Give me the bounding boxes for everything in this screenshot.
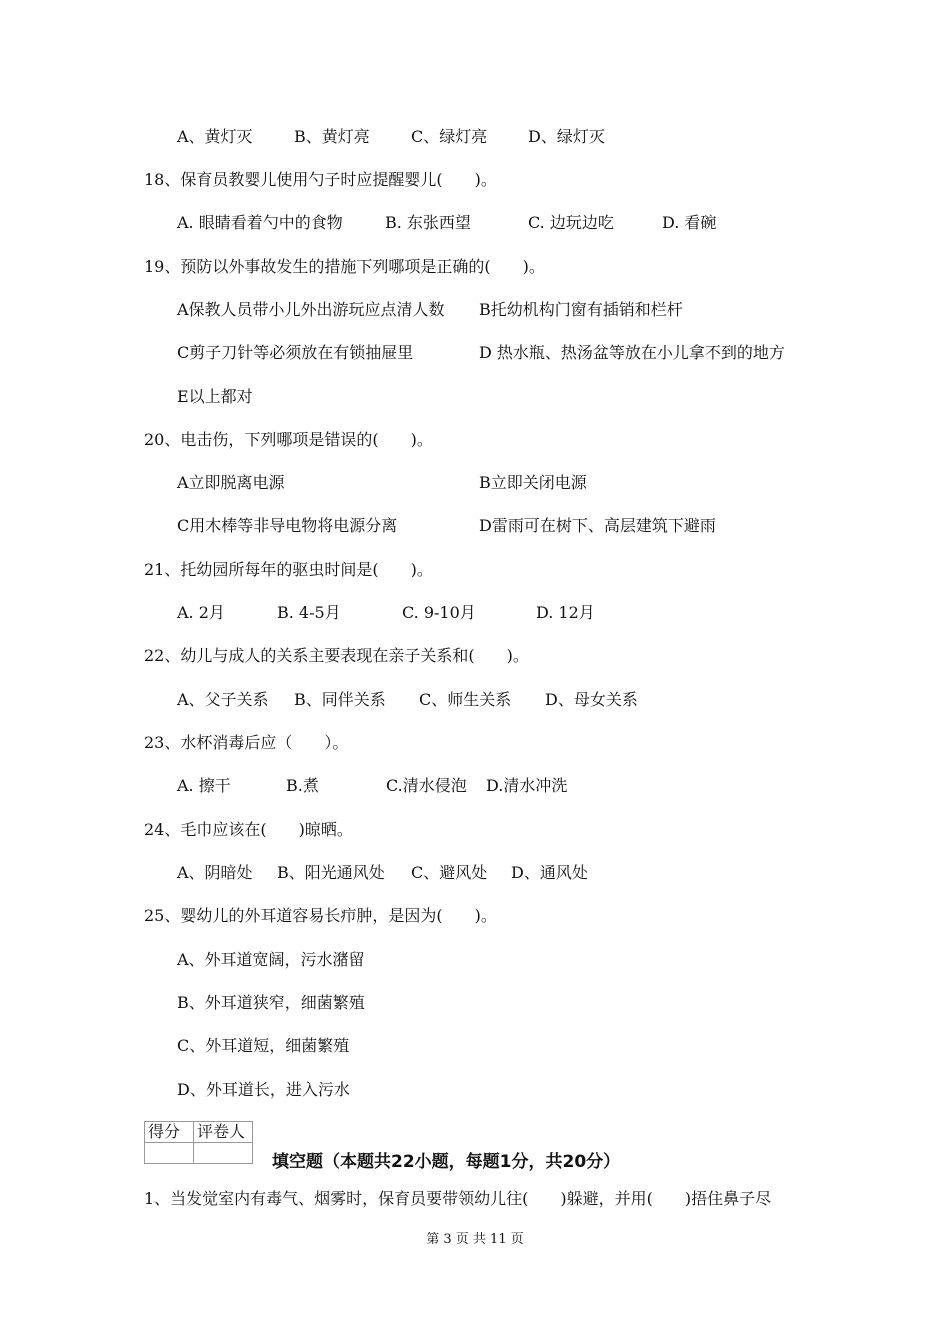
option-c: C用木棒等非导电物将电源分离 (177, 516, 398, 535)
option-a: A. 擦干 (177, 776, 231, 795)
option-b: B、黄灯亮 (294, 127, 370, 146)
option-b: B.煮 (286, 776, 319, 795)
option-d: D、通风处 (511, 863, 588, 882)
question-24-stem: 24、毛巾应该在( )晾晒。 (144, 820, 353, 839)
option-c: C、外耳道短，细菌繁殖 (177, 1036, 350, 1055)
option-d: D.清水冲洗 (486, 776, 568, 795)
score-table (144, 1121, 253, 1164)
option-b: B、同伴关系 (294, 690, 386, 709)
option-c: C、师生关系 (419, 690, 512, 709)
option-e: E以上都对 (177, 387, 253, 406)
option-c: C.清水侵泡 (386, 776, 467, 795)
score-label: 得分 (145, 1122, 194, 1143)
option-c: C、绿灯亮 (411, 127, 488, 146)
option-b: B. 东张西望 (385, 213, 471, 232)
option-d: D. 看碗 (662, 213, 717, 232)
option-b: B. 4-5月 (277, 603, 341, 622)
option-d: D 热水瓶、热汤盆等放在小儿拿不到的地方 (479, 343, 785, 362)
fill-question-1: 1、当发觉室内有毒气、烟雾时，保育员要带领幼儿往( )躲避，并用( )捂住鼻子尽 (144, 1189, 772, 1208)
option-d: D、外耳道长，进入污水 (177, 1080, 350, 1099)
option-a: A. 2月 (177, 603, 225, 622)
option-d: D、绿灯灭 (528, 127, 605, 146)
grader-label: 评卷人 (194, 1122, 253, 1143)
option-c: C. 边玩边吃 (528, 213, 614, 232)
option-b: B立即关闭电源 (479, 473, 587, 492)
option-b: B、外耳道狭窄，细菌繁殖 (177, 993, 365, 1012)
option-b: B、阳光通风处 (277, 863, 385, 882)
grader-cell (194, 1143, 253, 1164)
question-18-stem: 18、保育员教婴儿使用勺子时应提醒婴儿( )。 (144, 170, 497, 189)
question-21-stem: 21、托幼园所每年的驱虫时间是( )。 (144, 560, 433, 579)
question-23-stem: 23、水杯消毒后应（ ）。 (144, 733, 349, 752)
option-a: A、黄灯灭 (177, 127, 253, 146)
score-cell (145, 1143, 194, 1164)
option-a: A保教人员带小儿外出游玩应点清人数 (177, 300, 445, 319)
page-footer: 第 3 页 共 11 页 (426, 1232, 524, 1247)
option-d: D、母女关系 (545, 690, 638, 709)
question-25-stem: 25、婴幼儿的外耳道容易长疖肿，是因为( )。 (144, 906, 497, 925)
option-a: A、外耳道宽阔，污水潴留 (177, 950, 365, 969)
option-d: D. 12月 (536, 603, 595, 622)
option-a: A、父子关系 (177, 690, 269, 709)
option-d: D雷雨可在树下、高层建筑下避雨 (479, 516, 716, 535)
option-c: C、避风处 (411, 863, 488, 882)
option-a: A、阴暗处 (177, 863, 253, 882)
option-c: C. 9-10月 (402, 603, 476, 622)
question-22-stem: 22、幼儿与成人的关系主要表现在亲子关系和( )。 (144, 646, 529, 665)
option-c: C剪子刀针等必须放在有锁抽屉里 (177, 343, 414, 362)
option-a: A立即脱离电源 (177, 473, 285, 492)
question-19-stem: 19、预防以外事故发生的措施下列哪项是正确的( )。 (144, 257, 545, 276)
question-20-stem: 20、电击伤，下列哪项是错误的( )。 (144, 430, 433, 449)
option-a: A. 眼睛看着勺中的食物 (177, 213, 343, 232)
section-title: 填空题（本题共22小题，每题1分，共20分） (272, 1152, 621, 1172)
option-b: B托幼机构门窗有插销和栏杆 (479, 300, 683, 319)
